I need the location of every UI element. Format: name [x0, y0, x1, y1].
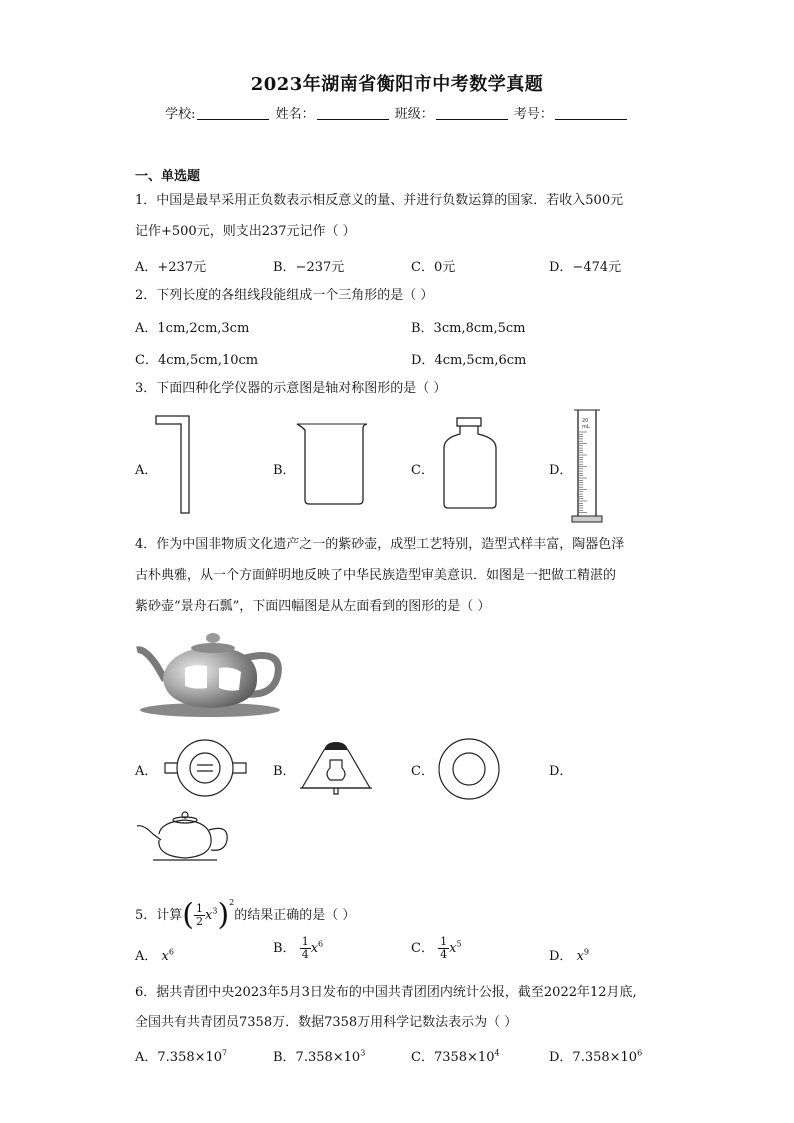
student-info-line	[0, 103, 794, 122]
teapot-view-a-icon	[163, 737, 248, 799]
graduated-cylinder-icon	[570, 408, 606, 526]
q2-option-d[interactable]: D．4cm,5cm,6cm	[411, 353, 527, 368]
svg-text:mL: mL	[582, 424, 590, 430]
q6-text-line1: 6．据共青团中央2023年5月3日发布的中国共青团团内统计公报，截至2022年12月底,	[135, 985, 637, 1000]
name-label: 姓名：	[275, 107, 315, 122]
q5-option-a[interactable]: A． $x^6$	[135, 947, 174, 964]
beaker-icon	[295, 422, 375, 507]
q5-suffix: 的结果正确的是（ ）	[234, 908, 356, 923]
number-label: 考号：	[513, 107, 553, 122]
school-blank[interactable]	[197, 107, 269, 120]
q4-option-b[interactable]: B．	[273, 764, 296, 779]
svg-text:20: 20	[582, 418, 589, 424]
class-label: 班级：	[394, 107, 434, 122]
q6-option-d[interactable]: D．$7.358\times 10^6$	[549, 1048, 643, 1065]
q5-fraction: $\frac{1}{2}$	[196, 902, 203, 928]
q3-option-d[interactable]: D．	[549, 463, 573, 478]
q5-option-c[interactable]: C． $\frac{1}{4}$ $x^5$	[411, 935, 462, 961]
right-paren: )	[217, 897, 230, 933]
q1-option-c[interactable]: C．0元	[411, 260, 456, 275]
q4-text-line2: 古朴典雅，从一个方面鲜明地反映了中华民族造型审美意识．如图是一把做工精湛的	[135, 568, 617, 583]
q6-text-line2: 全国共有共青团员7358万．数据7358万用科学记数法表示为（ ）	[135, 1015, 518, 1030]
page-title: 2023年湖南省衡阳市中考数学真题	[250, 74, 544, 95]
bent-tube-icon	[155, 415, 195, 515]
name-blank[interactable]	[317, 107, 389, 120]
q3-text: 3．下面四种化学仪器的示意图是轴对称图形的是（ ）	[135, 381, 447, 396]
q1-option-b[interactable]: B．−237元	[273, 260, 345, 275]
number-blank[interactable]	[555, 107, 627, 120]
q1-text-line1: 1．中国是最早采用正负数表示相反意义的量、并进行负数运算的国家．若收入500元	[135, 193, 624, 208]
q2-option-b[interactable]: B．3cm,8cm,5cm	[411, 321, 526, 336]
q6-option-b[interactable]: B．$7.358\times 10^3$	[273, 1048, 366, 1065]
q6-option-c[interactable]: C．$7358\times 10^4$	[411, 1048, 500, 1065]
q4-text-line3: 紫砂壶“景舟石瓢”，下面四幅图是从左面看到的图形的是（ ）	[135, 599, 491, 614]
q2-option-c[interactable]: C．4cm,5cm,10cm	[135, 353, 259, 368]
q3-option-b[interactable]: B．	[273, 463, 296, 478]
teapot-view-d-icon	[133, 810, 233, 865]
school-label: 学校:	[165, 107, 196, 122]
teapot-view-c-icon	[437, 737, 501, 801]
teapot-photo	[135, 628, 285, 720]
q4-option-a[interactable]: A．	[135, 764, 158, 779]
q5-option-b[interactable]: B． $\frac{1}{4}$ $x^6$	[273, 935, 324, 961]
q4-text-line1: 4．作为中国非物质文化遗产之一的紫砂壶，成型工艺特别，造型式样丰富，陶器色泽	[135, 537, 625, 552]
q5-option-d[interactable]: D． $x^9$	[549, 947, 590, 964]
q1-text-line2: 记作+500元，则支出237元记作（ ）	[135, 224, 356, 239]
section-heading: 一、单选题	[135, 169, 201, 184]
q5-text: 5．计算( $\frac{1}{2}$ $x^3)^2$的结果正确的是（ ）	[135, 897, 356, 933]
q5-prefix: 5．计算	[135, 908, 183, 923]
teapot-view-b-icon	[296, 738, 376, 796]
q3-option-c[interactable]: C．	[411, 463, 434, 478]
q2-text: 2．下列长度的各组线段能组成一个三角形的是（ ）	[135, 288, 434, 303]
q3-option-a[interactable]: A．	[135, 463, 158, 478]
q1-option-a[interactable]: A．+237元	[135, 260, 207, 275]
reagent-bottle-icon	[440, 416, 500, 511]
left-paren: (	[182, 897, 194, 933]
q1-option-d[interactable]: D．−474元	[549, 260, 622, 275]
class-blank[interactable]	[436, 107, 508, 120]
q4-option-d[interactable]: D．	[549, 764, 573, 779]
q2-option-a[interactable]: A．1cm,2cm,3cm	[135, 321, 250, 336]
q4-option-c[interactable]: C．	[411, 764, 434, 779]
q6-option-a[interactable]: A．$7.358\times 10^7$	[135, 1048, 228, 1065]
